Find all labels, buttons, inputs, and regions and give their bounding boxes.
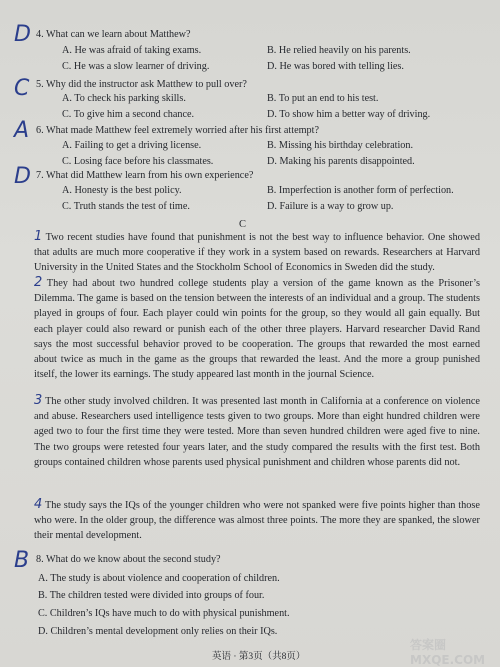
option-c: C. To give him a second chance. — [62, 109, 195, 120]
option-a: A. The study is about violence and cooperation of children. — [38, 573, 280, 584]
option-d: D. He was bored with telling lies. — [267, 61, 404, 72]
option-b: B. Missing his birthday celebration. — [267, 140, 414, 151]
option-a: A. Honesty is the best policy. — [62, 185, 182, 196]
option-d: D. Making his parents disappointed. — [267, 156, 415, 167]
answer-mark-q4: D — [14, 22, 31, 47]
passage-paragraph-4 — [34, 497, 480, 544]
option-c: C. Losing face before his classmates. — [62, 156, 214, 167]
paragraph-text: The study says the IQs of the younger children who were not spanked were five points higher than those who were. In the older group, the difference was almost three points. The more they are spanked, the slower their mental development. — [34, 500, 480, 542]
question-stem: What made Matthew feel extremely worried after his first attempt? — [46, 125, 319, 136]
paragraph-mark: 2 — [34, 275, 43, 290]
paragraph-text: The other study involved children. It was presented last month in California at a conference on violence and abuse. Researchers used intelligence tests given to two groups. More than eight hundred children were aged two to four the first time they were tested. More than seven hundred children were aged five to nine. The two groups were retested four years later, and the study compared the results with the first test. Both groups contained children whose parents used physical punishment and children whose parents did not. — [34, 396, 481, 468]
question-stem: What did Matthew learn from his own experience? — [46, 170, 254, 181]
question-number: 6. — [36, 125, 44, 136]
section-heading: C — [239, 219, 247, 230]
option-b: B. He relied heavily on his parents. — [267, 45, 411, 56]
option-b: B. To put an end to his test. — [267, 93, 379, 104]
question-number: 5. — [36, 79, 44, 90]
passage-paragraph-3 — [34, 393, 480, 470]
option-d: D. Children’s mental development only relies on their IQs. — [38, 626, 278, 637]
option-a: A. To check his parking skills. — [62, 93, 186, 104]
question-5 — [36, 78, 247, 91]
question-4 — [36, 28, 191, 41]
answer-mark-q5: C — [14, 76, 30, 101]
option-d: D. To show him a better way of driving. — [267, 109, 431, 120]
paragraph-mark: 4 — [34, 497, 43, 512]
question-stem: What do we know about the second study? — [46, 554, 221, 565]
paragraph-mark: 1 — [34, 229, 43, 244]
option-a: A. He was afraid of taking exams. — [62, 45, 202, 56]
option-b: B. The children tested were divided into groups of four. — [38, 590, 265, 601]
paragraph-text: Two recent studies have found that punishment is not the best way to influence behavior. One showed that adults are much more cooperative if they work in a system based on rewards. Researchers at Harvard University in the United States and the Stockholm School of Economics in Sweden did the study. — [34, 232, 480, 274]
option-b: B. Imperfection is another form of perfection. — [267, 185, 454, 196]
question-stem: What can we learn about Matthew? — [46, 29, 191, 40]
option-d: D. Failure is a way to grow up. — [267, 201, 394, 212]
question-6 — [36, 124, 319, 137]
passage-paragraph-1 — [34, 229, 480, 276]
answer-mark-q8: B — [14, 548, 30, 573]
question-7 — [36, 169, 253, 182]
option-c: C. Children’s IQs have much to do with physical punishment. — [38, 608, 290, 619]
question-number: 7. — [36, 170, 44, 181]
paragraph-text: They had about two hundred college students play a version of the game known as the Prisoner’s Dilemma. The game is based on the tension between the interests of an individual and a group. The students played in groups of four. Each player could win points for the group, so they would all gain equally. But each player could also reward or punish each of the other three players. Harvard researcher David Rand says the most successful behavior proved to be cooperation. The groups that rewarded the most earned about twice as much in the game as the groups that rewarded the least. And the more a group punished itself, the lower its earnings. The study appeared last month in the journal Science. — [34, 278, 481, 381]
question-8 — [36, 553, 221, 566]
question-stem: Why did the instructor ask Matthew to pull over? — [46, 79, 247, 90]
page-footer: 英语 · 第3页（共8页） — [212, 652, 306, 662]
question-number: 8. — [36, 554, 44, 565]
option-c: C. He was a slow learner of driving. — [62, 61, 210, 72]
option-c: C. Truth stands the test of time. — [62, 201, 190, 212]
option-a: A. Failing to get a driving license. — [62, 140, 202, 151]
passage-paragraph-2 — [34, 275, 480, 382]
paragraph-mark: 3 — [34, 393, 43, 408]
watermark: 答案圈 MXQE.COM — [410, 638, 486, 667]
question-number: 4. — [36, 29, 44, 40]
answer-mark-q7: D — [14, 164, 31, 189]
answer-mark-q6: A — [14, 118, 30, 143]
